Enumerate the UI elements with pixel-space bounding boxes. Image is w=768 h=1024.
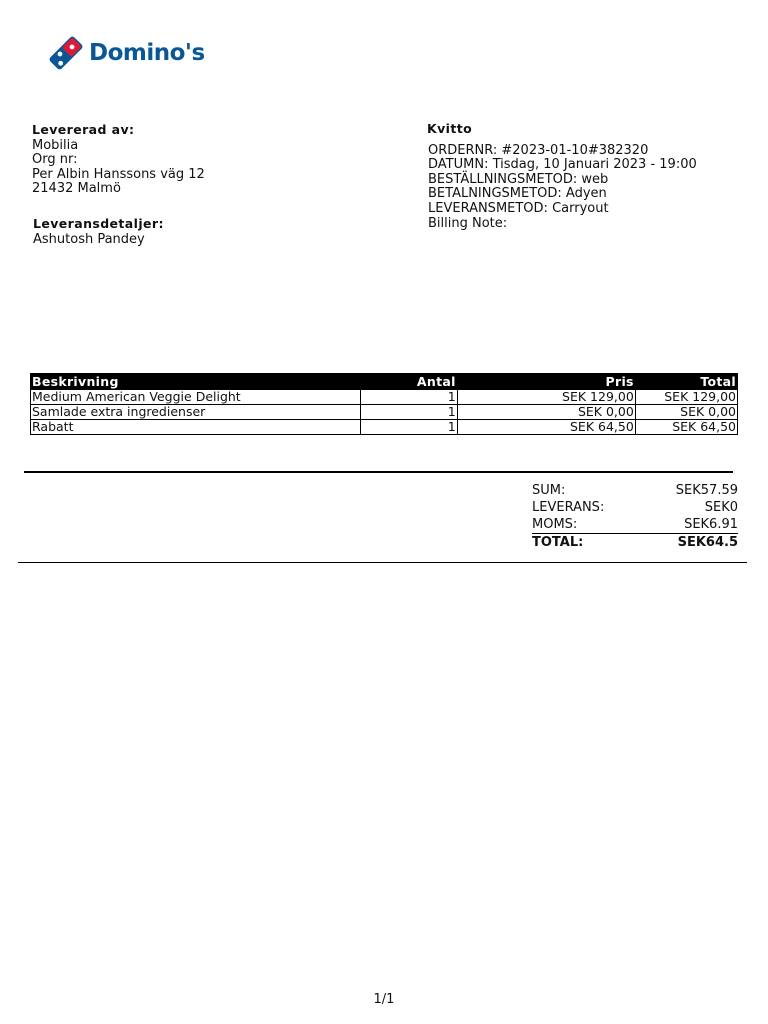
delivery-block — [33, 217, 164, 247]
col-header-description: Beskrivning — [31, 374, 361, 390]
item-total: SEK 0,00 — [635, 405, 737, 420]
totals-value: SEK57.59 — [675, 483, 738, 498]
item-description: Rabatt — [31, 420, 361, 435]
receipt-line: BESTÄLLNINGSMETOD: web — [428, 171, 609, 187]
brand-name: Domino's — [89, 40, 205, 66]
supplier-line: Mobilia — [32, 137, 79, 153]
item-price: SEK 0,00 — [457, 405, 635, 420]
items-table — [30, 373, 738, 435]
totals-row-total — [532, 533, 738, 551]
table-row — [31, 420, 738, 435]
supplier-block — [32, 123, 205, 197]
customer-name: Ashutosh Pandey — [33, 231, 145, 247]
totals-row-vat — [532, 516, 738, 533]
supplier-line: Per Albin Hanssons väg 12 — [32, 166, 205, 182]
receipt-heading: Kvitto — [427, 121, 473, 136]
receipt-line: ORDERNR: #2023-01-10#382320 — [428, 142, 649, 158]
delivery-heading: Leveransdetaljer: — [33, 216, 164, 231]
item-total: SEK 129,00 — [635, 390, 737, 405]
table-row — [31, 390, 738, 405]
supplier-heading: Levererad av: — [32, 122, 135, 137]
totals-label: MOMS: — [532, 517, 578, 532]
totals-row-delivery — [532, 499, 738, 516]
item-description: Medium American Veggie Delight — [31, 390, 361, 405]
domino-tile-icon — [47, 34, 85, 72]
totals-label: SUM: — [532, 483, 566, 498]
dominos-logo — [47, 34, 205, 72]
totals-value: SEK0 — [704, 500, 738, 515]
table-row — [31, 405, 738, 420]
receipt-line: DATUMN: Tisdag, 10 Januari 2023 - 19:00 — [428, 157, 697, 173]
item-description: Samlade extra ingredienser — [31, 405, 361, 420]
item-total: SEK 64,50 — [635, 420, 737, 435]
totals-block — [532, 482, 738, 551]
table-header-row — [31, 374, 738, 390]
totals-value: SEK64.5 — [677, 535, 738, 550]
page-number: 1/1 — [373, 992, 395, 1007]
divider — [18, 562, 747, 563]
col-header-quantity: Antal — [360, 374, 457, 390]
supplier-line: 21432 Malmö — [32, 181, 121, 197]
totals-value: SEK6.91 — [684, 517, 738, 532]
receipt-line: Billing Note: — [428, 215, 508, 231]
receipt-block — [427, 122, 697, 231]
totals-label: LEVERANS: — [532, 500, 605, 515]
item-price: SEK 129,00 — [457, 390, 635, 405]
item-price: SEK 64,50 — [457, 420, 635, 435]
item-quantity: 1 — [360, 390, 457, 405]
item-quantity: 1 — [360, 420, 457, 435]
divider — [24, 471, 733, 473]
receipt-line: BETALNINGSMETOD: Adyen — [428, 186, 607, 202]
col-header-total: Total — [635, 374, 737, 390]
supplier-line: Org nr: — [32, 152, 78, 168]
col-header-price: Pris — [457, 374, 635, 390]
totals-row-sum — [532, 482, 738, 499]
totals-label: TOTAL: — [532, 535, 584, 550]
receipt-line: LEVERANSMETOD: Carryout — [428, 200, 609, 216]
item-quantity: 1 — [360, 405, 457, 420]
